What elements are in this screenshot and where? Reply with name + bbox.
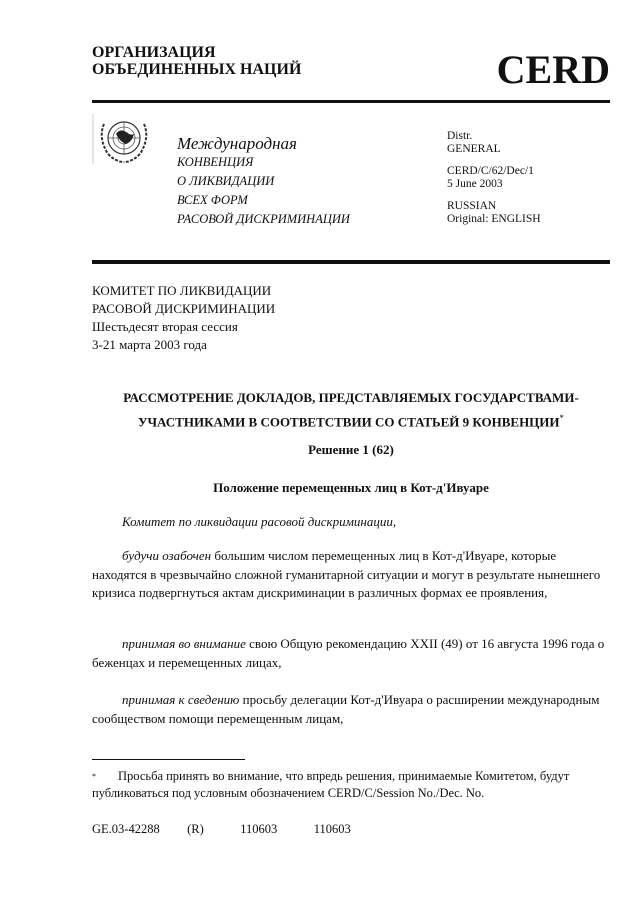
para-text: свою Общую рекомендацию XXII (49) от 16 августа 1996 года о беженцах и перемещенных лицах, bbox=[92, 636, 605, 670]
para-lead: принимая к сведению bbox=[122, 692, 240, 707]
para-lead: будучи озабочен bbox=[122, 548, 212, 563]
convention-line: О ЛИКВИДАЦИИ bbox=[177, 174, 275, 188]
paragraph-4 bbox=[92, 691, 610, 728]
distr-label: Distr. bbox=[447, 130, 473, 142]
session-dates: 3-21 марта 2003 года bbox=[92, 337, 207, 352]
convention-title bbox=[177, 134, 350, 229]
job-number: GE.03-42288 (R) 110603 110603 bbox=[92, 822, 351, 836]
org-line: ОРГАНИЗАЦИЯ bbox=[92, 44, 216, 61]
heading-line: РАССМОТРЕНИЕ ДОКЛАДОВ, ПРЕДСТАВЛЯЕМЫХ ГОСУДАРСТВАМИ- bbox=[123, 390, 579, 405]
document-symbol: CERD/C/62/Dec/1 bbox=[447, 165, 534, 177]
header-bottom-rule bbox=[92, 260, 610, 264]
un-emblem-icon bbox=[92, 112, 152, 168]
organization-name bbox=[92, 44, 301, 78]
committee-block bbox=[92, 282, 275, 354]
original-language: Original: ENGLISH bbox=[447, 213, 541, 225]
document-date: 5 June 2003 bbox=[447, 178, 503, 190]
decision-number: Решение 1 (62) bbox=[308, 442, 394, 457]
heading-line: УЧАСТНИКАМИ В СООТВЕТСТВИИ СО СТАТЬЕЙ 9 КОНВЕНЦИИ bbox=[137, 414, 560, 430]
paragraph-1: Комитет по ликвидации расовой дискриминации, bbox=[122, 514, 397, 529]
cerd-logo-text: CERD bbox=[496, 47, 610, 92]
session: Шестьдесят вторая сессия bbox=[92, 319, 238, 334]
top-rule bbox=[92, 100, 610, 103]
para-lead: принимая во внимание bbox=[122, 636, 246, 651]
paragraph-2 bbox=[92, 547, 610, 603]
distribution: GENERAL bbox=[447, 143, 501, 155]
footnote bbox=[92, 768, 610, 802]
decision-subject: Положение перемещенных лиц в Кот-д'Ивуаре bbox=[213, 480, 489, 495]
footnote-rule bbox=[92, 759, 245, 760]
convention-line: РАСОВОЙ ДИСКРИМИНАЦИИ bbox=[177, 212, 350, 226]
convention-line: КОНВЕНЦИЯ bbox=[177, 155, 254, 169]
org-line: ОБЪЕДИНЕННЫХ НАЦИЙ bbox=[92, 61, 302, 78]
agenda-heading bbox=[92, 388, 610, 432]
committee-name: РАСОВОЙ ДИСКРИМИНАЦИИ bbox=[92, 301, 276, 316]
document-language: RUSSIAN bbox=[447, 200, 497, 212]
convention-line: Международная bbox=[177, 134, 297, 153]
footnote-text: Просьба принять во внимание, что впредь решения, принимаемые Комитетом, будут публиковаться под условным обозначением CERD/C/Session No./Dec. No. bbox=[92, 769, 570, 800]
committee-name: КОМИТЕТ ПО ЛИКВИДАЦИИ bbox=[92, 283, 272, 298]
convention-line: ВСЕХ ФОРМ bbox=[177, 193, 248, 207]
para-text: большим числом перемещенных лиц в Кот-д'Ивуаре, которые находятся в чрезвычайно сложной гуманитарной ситуации и могут в результате нынешнего кризиса подвергнуться актам дискриминации в различных формах ее проявления, bbox=[92, 548, 601, 600]
footnote-mark: * bbox=[559, 413, 565, 423]
document-meta bbox=[447, 130, 541, 235]
paragraph-3 bbox=[92, 635, 610, 672]
para-text: просьбу делегации Кот-д'Ивуара о расширении международным сообществом помощи перемещенным лицам, bbox=[92, 692, 600, 726]
footnote-mark: * bbox=[92, 772, 96, 781]
